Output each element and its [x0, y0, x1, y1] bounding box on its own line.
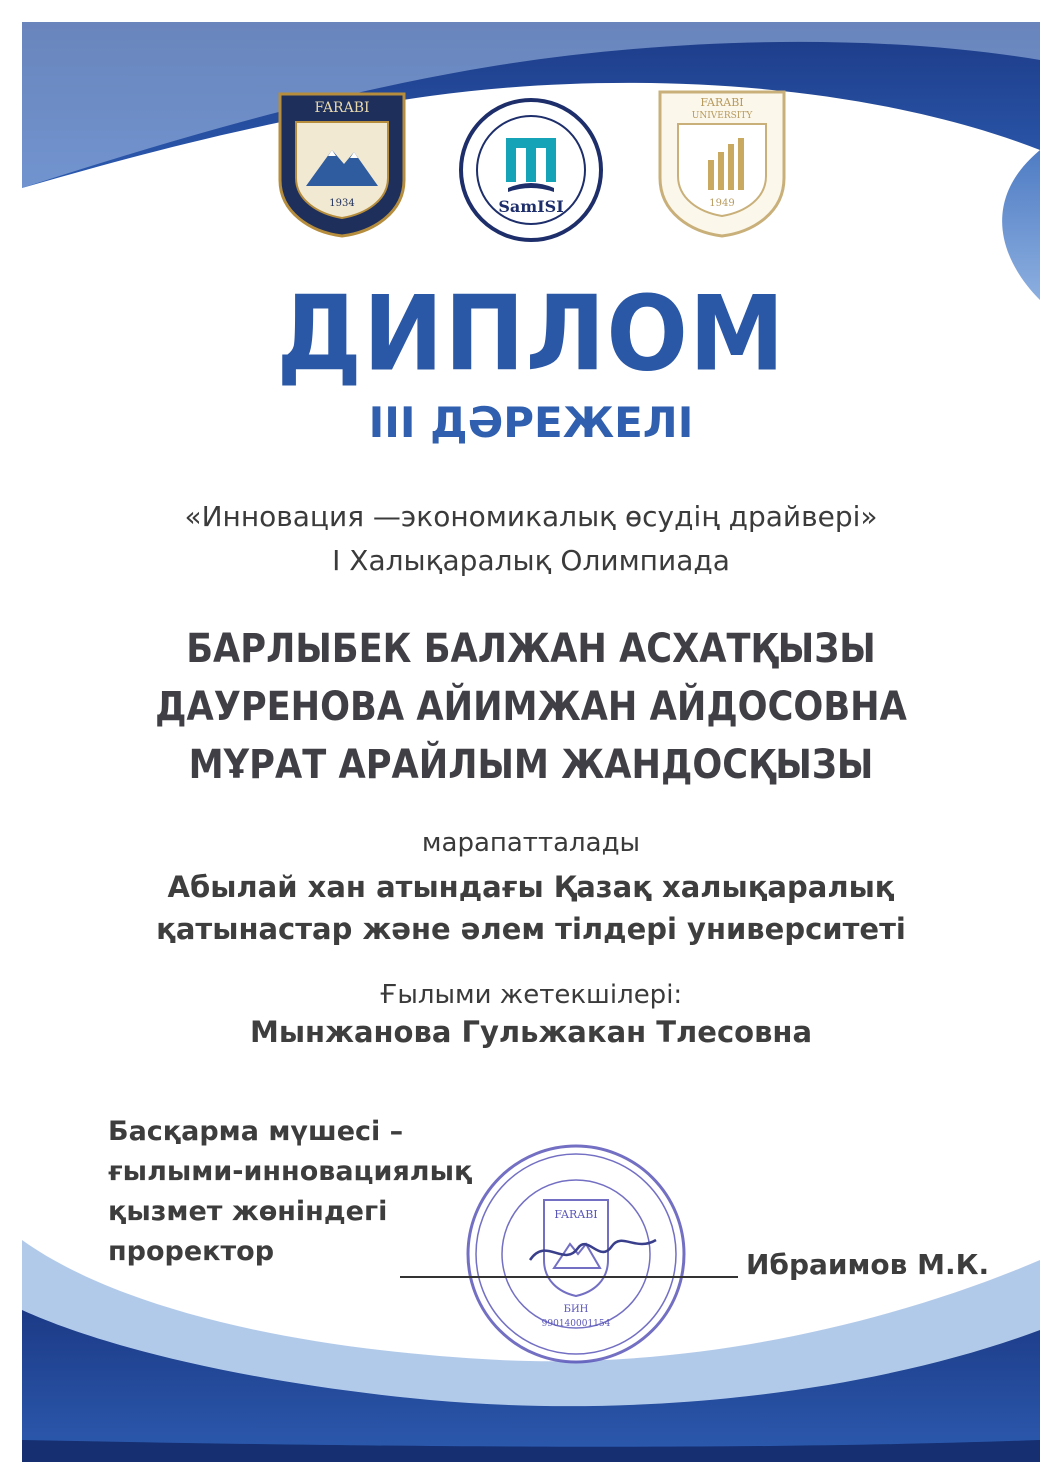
olympiad-subtitle: I Халықаралық Олимпиада [332, 544, 730, 577]
diploma-degree: III ДӘРЕЖЕЛІ [368, 398, 694, 447]
recipient-name: МҰРАТ АРАЙЛЫМ ЖАНДОСҚЫЗЫ [188, 742, 874, 788]
recipients-list [0, 620, 1062, 794]
advisor-label: Ғылыми жетекшілері: [379, 980, 683, 1010]
stamp-emblem-text: FARABI [554, 1208, 598, 1221]
recipient-name: БАРЛЫБЕК БАЛЖАН АСХАТҚЫЗЫ [186, 626, 876, 672]
farabi-university-logo-year: 1949 [709, 198, 735, 209]
university-name [0, 866, 1062, 950]
stamp-bin-number: 990140001154 [541, 1319, 611, 1329]
farabi-logo-title: FARABI [314, 100, 370, 116]
position-line: қызмет жөніндегі [108, 1196, 388, 1227]
stamp-bin-label: БИН [563, 1304, 589, 1315]
recipient-name: ДАУРЕНОВА АЙИМЖАН АЙДОСОВНА [155, 684, 907, 730]
olympiad-title: «Инновация —экономикалық өсудің драйвері» [184, 500, 878, 533]
diploma-title: ДИПЛОМ [276, 273, 786, 395]
advisor-name: Мынжанова Гульжакан Тлесовна [249, 1015, 813, 1049]
university-line: қатынастар және әлем тілдері университеті [156, 912, 906, 946]
official-stamp [460, 1140, 692, 1368]
samisi-mark: SamISI [498, 197, 564, 216]
signatory-name: Ибраимов М.К. [746, 1248, 990, 1281]
farabi-logo-year: 1934 [329, 198, 355, 209]
farabi-university-logo [652, 86, 792, 238]
farabi-kaznu-logo [272, 88, 412, 238]
university-line: Абылай хан атындағы Қазақ халықаралық [167, 870, 895, 904]
awarded-label: марапатталады [421, 828, 641, 858]
position-line: проректор [108, 1236, 275, 1267]
position-line: Басқарма мүшесі – [108, 1116, 404, 1147]
farabi-university-logo-title: FARABI [700, 96, 744, 109]
position-line: ғылыми-инновациялық [108, 1156, 473, 1187]
farabi-university-logo-subtitle: UNIVERSITY [691, 111, 753, 121]
samisi-logo [456, 96, 606, 244]
signature-line [400, 1276, 738, 1278]
